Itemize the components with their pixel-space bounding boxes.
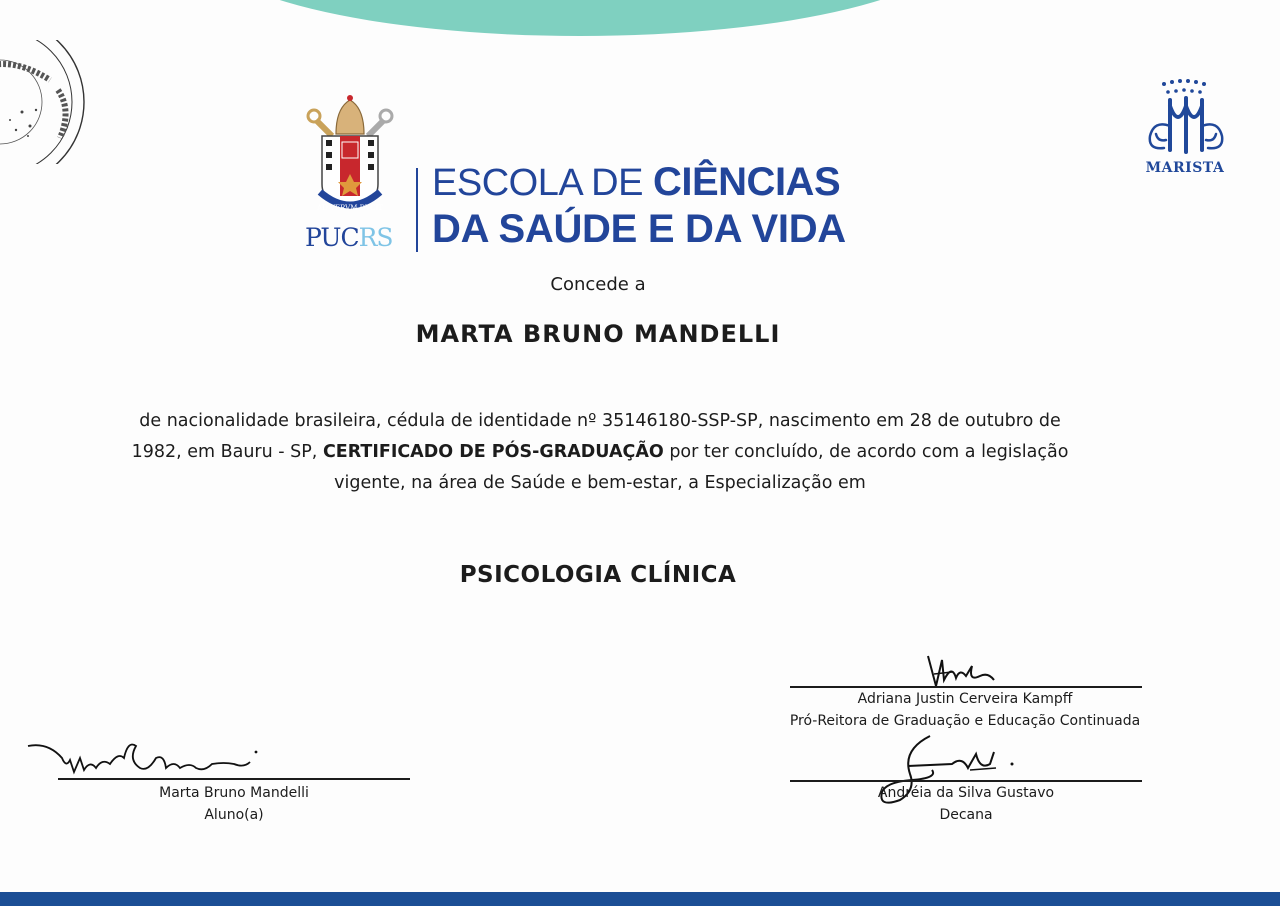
school-title-prefix: ESCOLA DE [432,162,653,204]
body-line-1: de nacionalidade brasileira, cédula de identidade nº 35146180-SSP-SP, nascimento em 28 de outubro de [139,411,1061,431]
prorector-signature-block [760,688,1170,732]
student-signature-block [104,782,364,826]
logo-divider [416,168,418,252]
certificate-body [100,406,1100,499]
prorector-role: Pró-Reitora de Graduação e Educação Continuada [789,713,1141,729]
embossed-seal [0,40,86,164]
student-signature [24,734,274,782]
body-line-2 [100,437,1100,468]
marista-label: MARISTA [1145,160,1225,176]
body-line-2-post: por ter concluído, de acordo com a legislação [663,442,1069,462]
bottom-band [0,892,1280,906]
dean-signature-block [796,782,1136,826]
school-title-bold: CIÊNCIAS [652,160,841,204]
school-title-line2: DA SAÚDE E DA VIDA [432,207,846,251]
certificate-type: CERTIFICADO DE PÓS-GRADUAÇÃO [322,442,664,462]
student-name: MARTA BRUNO MANDELLI [415,320,781,348]
pucrs-crest-icon [302,94,398,224]
student-signature-name: Marta Bruno Mandelli [159,785,309,801]
school-title [432,160,846,253]
crest-motto: AD VERVM DVCIT [317,204,383,212]
body-line-2-pre: 1982, em Bauru - SP, [131,442,323,462]
student-signature-line [58,778,410,780]
course-title: PSICOLOGIA CLÍNICA [459,562,737,588]
pucrs-rs: RS [358,223,393,252]
dean-name: Andréia da Silva Gustavo [877,785,1055,801]
pucrs-wordmark [305,223,393,252]
prorector-name: Adriana Justin Cerveira Kampff [857,691,1073,707]
body-line-3: vigente, na área de Saúde e bem-estar, a Especialização em [334,473,866,493]
student-signature-role: Aluno(a) [204,807,264,823]
dean-role: Decana [939,807,993,823]
top-decorative-arc [200,0,960,36]
pucrs-puc: PUC [305,223,359,252]
concede-label: Concede a [550,274,646,295]
